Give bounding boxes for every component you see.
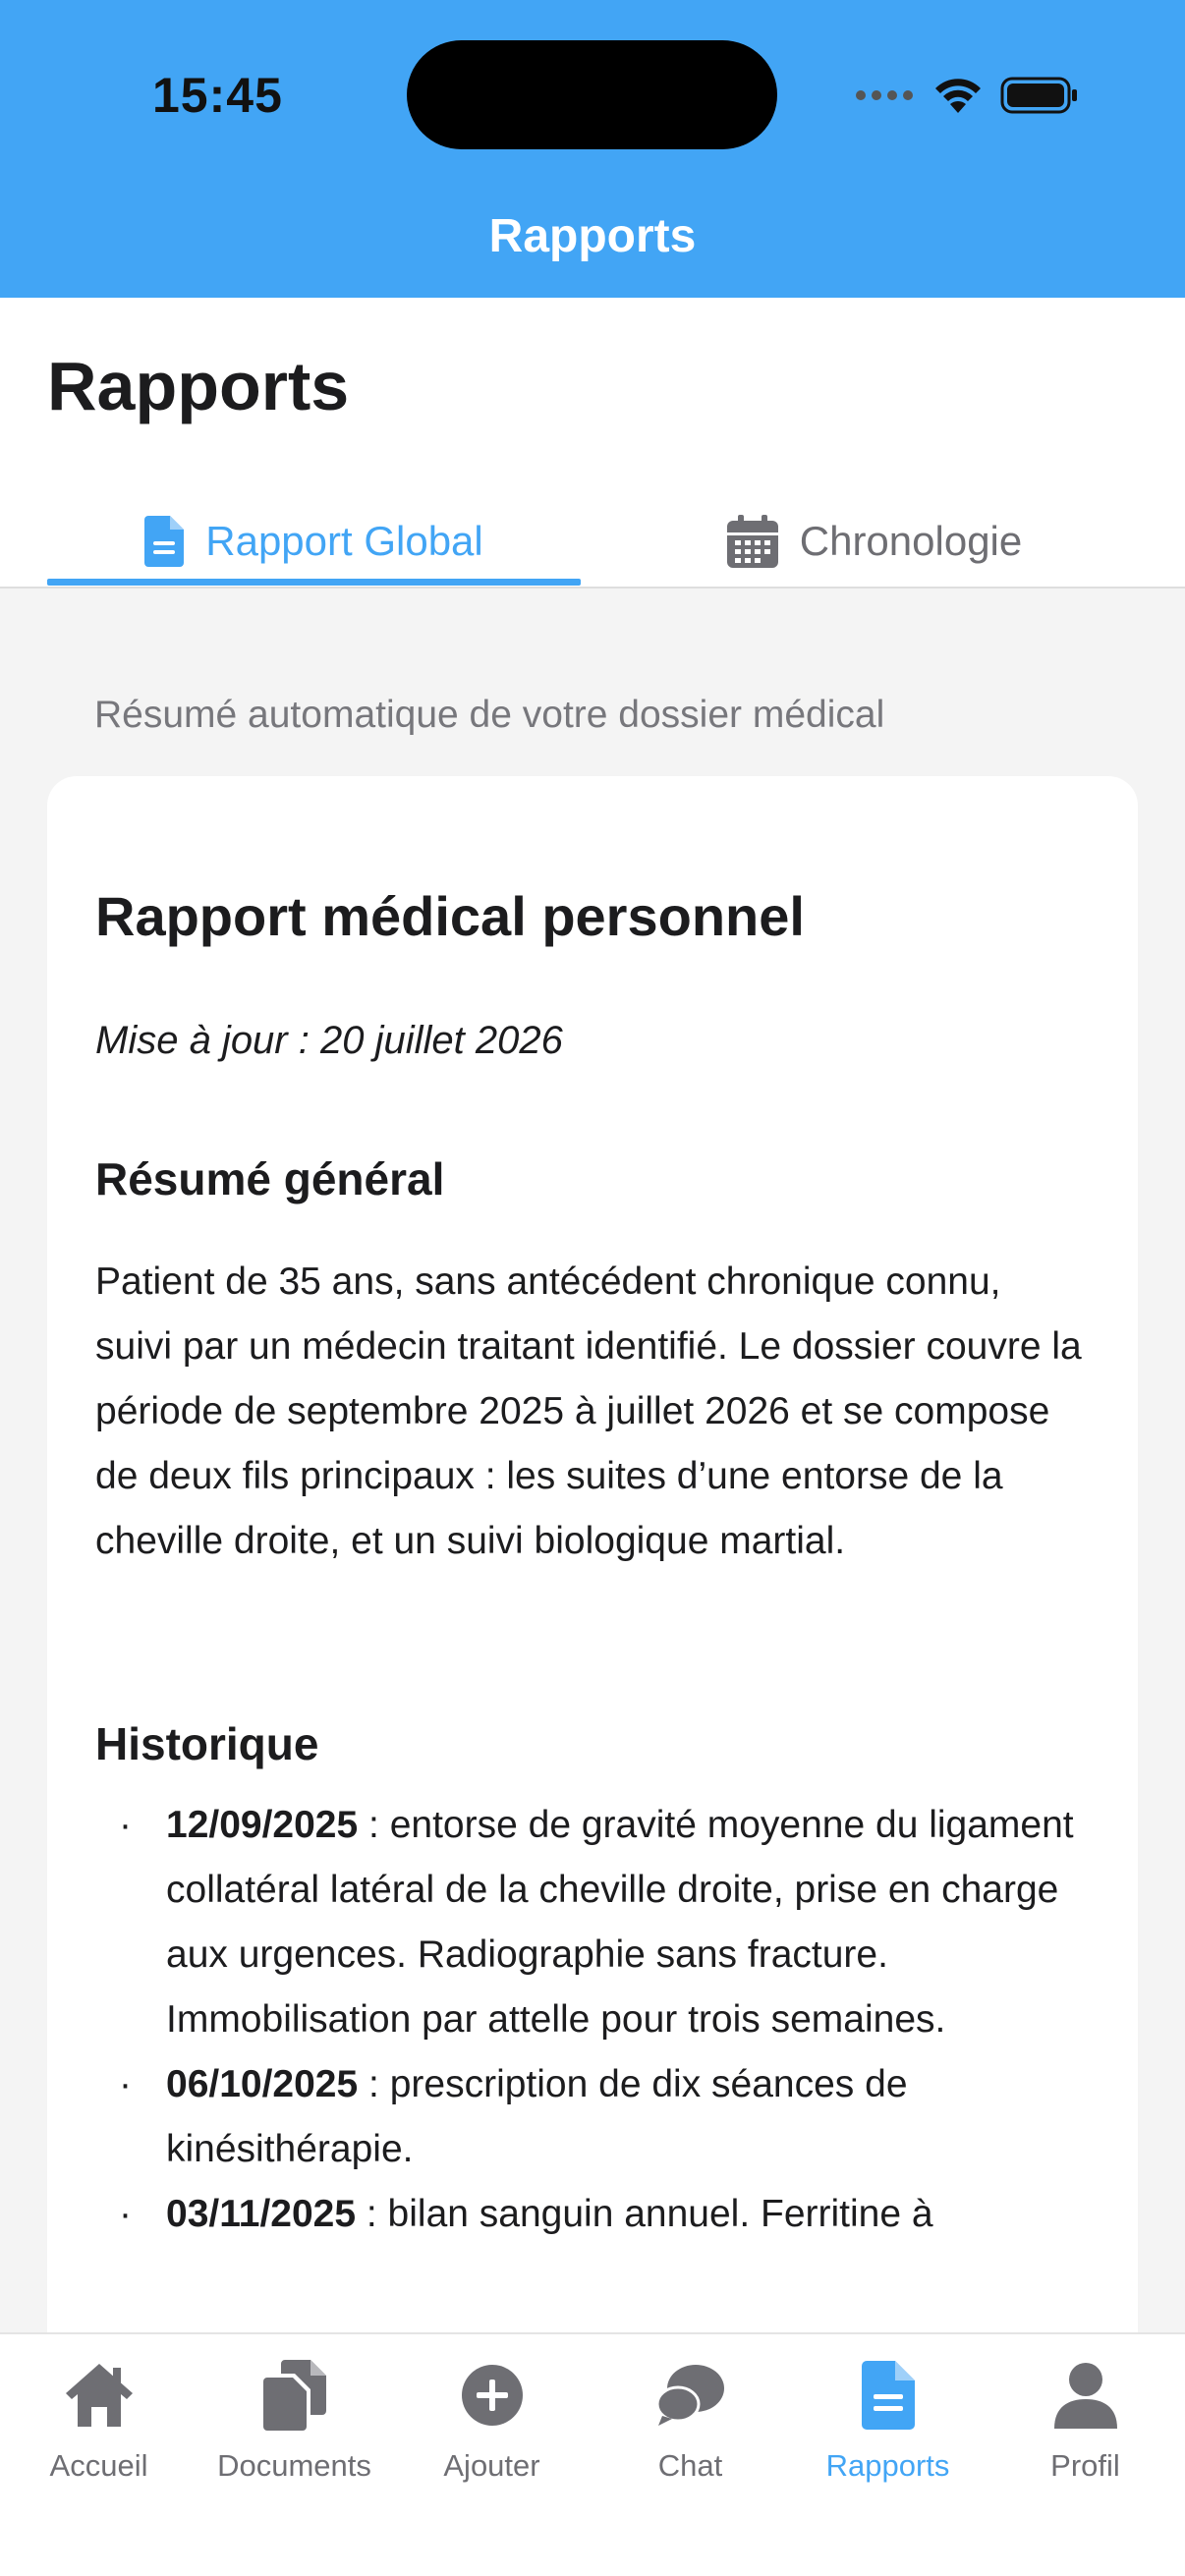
home-icon (64, 2362, 135, 2429)
chat-icon (656, 2363, 725, 2428)
bottom-tab-profil[interactable] (987, 2354, 1184, 2501)
report-updated-date: Mise à jour : 20 juillet 2026 (95, 1019, 563, 1062)
summary-text: Patient de 35 ans, sans antécédent chronique connu, suivi par un médecin traitant identifié. Le dossier couvre la période de septembre 2025 à juillet 2026 et se compose de deux fils principaux : les suites d’une entorse de la cheville droite, et un suivi biologique martial. (95, 1260, 1082, 1562)
calendar-icon (727, 515, 778, 568)
report-card (47, 776, 1138, 2576)
bottom-tab-label: Ajouter (443, 2448, 540, 2483)
bottom-tab-label: Chat (657, 2448, 723, 2483)
history-text: : bilan sanguin annuel. Ferritine à (356, 2193, 933, 2235)
bottom-tab-label: Accueil (49, 2448, 148, 2483)
history-text: : entorse de gravité moyenne du ligament collatéral latéral de la cheville droite, prise en charge aux urgences. Radiographie sans fracture. Immobilisation par attelle pour trois semaines. (166, 1804, 1074, 2041)
history-date: 12/09/2025 (166, 1804, 359, 1846)
report-subtitle: Résumé automatique de votre dossier médical (94, 694, 885, 736)
documents-icon (263, 2360, 326, 2431)
document-icon (144, 516, 184, 567)
bottom-tab-label: Profil (1050, 2448, 1120, 2483)
page-title: Rapports (47, 348, 350, 424)
dynamic-island (407, 40, 777, 149)
bottom-tab-chat[interactable] (592, 2354, 789, 2501)
page-header (0, 298, 1185, 588)
nav-title: Rapports (488, 210, 697, 262)
bullet: · (119, 2193, 132, 2235)
bottom-tab-label: Documents (217, 2448, 371, 2483)
tab-label: Chronologie (799, 518, 1023, 564)
report-title: Rapport médical personnel (95, 885, 805, 947)
history-item (95, 2052, 1098, 2182)
cellular-signal-icon (855, 88, 916, 102)
app-header (0, 0, 1185, 298)
history-heading: Historique (95, 1718, 319, 1769)
bottom-tab-label: Rapports (825, 2448, 950, 2483)
bullet: · (119, 2063, 132, 2105)
bullet: · (119, 1804, 132, 1846)
bottom-tab-accueil[interactable] (0, 2354, 198, 2501)
tab-label: Rapport Global (205, 518, 483, 564)
bottom-tab-bar (0, 2332, 1185, 2576)
summary-heading: Résumé général (95, 1153, 445, 1204)
add-icon (461, 2364, 524, 2427)
profile-icon (1052, 2362, 1119, 2429)
battery-icon (1000, 76, 1079, 115)
active-tab-indicator (47, 579, 581, 586)
tab-chronologie[interactable] (609, 494, 1140, 588)
wifi-icon (933, 76, 983, 115)
status-time: 15:45 (152, 68, 283, 123)
tab-rapport-global[interactable] (47, 494, 581, 588)
history-list (95, 1793, 1098, 2247)
history-date: 06/10/2025 (166, 2063, 359, 2105)
bottom-tab-ajouter[interactable] (393, 2354, 591, 2501)
bottom-tab-documents[interactable] (196, 2354, 393, 2501)
history-date: 03/11/2025 (166, 2193, 357, 2235)
bottom-tab-rapports[interactable] (789, 2354, 987, 2501)
history-item (95, 1793, 1098, 2052)
history-item (95, 2182, 1098, 2247)
report-icon (862, 2361, 915, 2430)
history-text: : prescription de dix séances de kinésithérapie. (166, 2063, 908, 2170)
status-icons (855, 71, 1079, 120)
